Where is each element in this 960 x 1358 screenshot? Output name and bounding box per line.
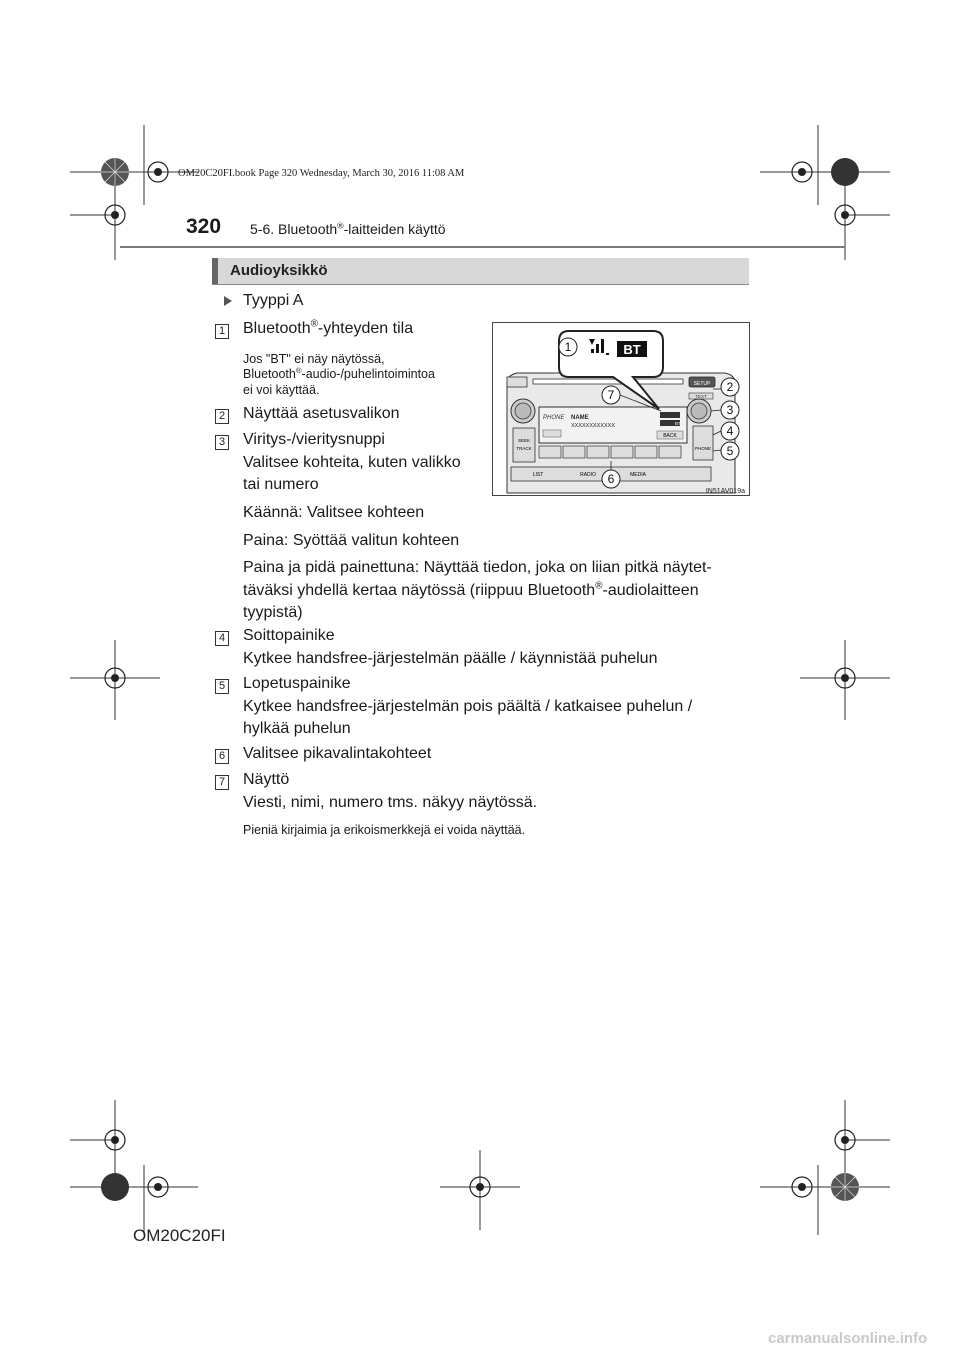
- triangle-bullet-icon: [224, 296, 232, 306]
- setup-button-label: SETUP: [693, 381, 711, 387]
- item-number: 4: [215, 631, 229, 646]
- audio-unit-figure: [492, 322, 750, 496]
- svg-text:MEDIA: MEDIA: [630, 472, 646, 478]
- callout-1: 1: [564, 340, 572, 354]
- svg-text:PHONE: PHONE: [694, 446, 712, 451]
- item-3-hold-1: Paina ja pidä painettuna: Näyttää tiedon, joka on liian pitkä näytet-: [243, 559, 712, 576]
- item-4-title: Soittopainike: [243, 627, 335, 644]
- item-number: 6: [215, 749, 229, 764]
- callout-6: 6: [607, 472, 615, 486]
- item-3-press: Paina: Syöttää valitun kohteen: [243, 532, 460, 549]
- figure-code: IN51AV019a: [705, 488, 745, 495]
- item-number: 7: [215, 775, 229, 790]
- screen-back-label: BACK: [663, 433, 677, 439]
- callout-5: 5: [726, 444, 734, 458]
- screen-number-label: XXXXXXXXXXXX: [571, 423, 616, 429]
- item-5-title: Lopetuspainike: [243, 675, 351, 692]
- item-4-line2: Kytkee handsfree-järjestelmän päälle / käynnistää puhelun: [243, 650, 658, 667]
- item-5-line2: Kytkee handsfree-järjestelmän pois päältä / katkaisee puhelun /: [243, 698, 693, 715]
- item-3-line2: Valitsee kohteita, kuten valikko: [243, 454, 461, 471]
- item-1-title: Bluetooth®-yhteyden tila: [243, 318, 414, 337]
- screen-phone-label: PHONE: [543, 415, 565, 421]
- item-1-note-3: ei voi käyttää.: [243, 383, 320, 397]
- item-number: 3: [215, 435, 229, 450]
- item-7-line2: Viesti, nimi, numero tms. näkyy näytössä.: [243, 794, 538, 811]
- page-number: 320: [186, 215, 222, 238]
- section-heading: Audioyksikkö: [212, 258, 749, 284]
- item-number: 1: [215, 324, 229, 339]
- watermark: carmanualsonline.info: [768, 1330, 928, 1347]
- svg-text:SEEK: SEEK: [517, 438, 531, 443]
- svg-text:BT: BT: [675, 421, 681, 426]
- section-title: 5-6. Bluetooth®-laitteiden käyttö: [250, 220, 446, 237]
- item-3-hold-3: tyypistä): [243, 604, 303, 621]
- svg-text:TRACK: TRACK: [516, 446, 532, 451]
- callout-3: 3: [726, 403, 734, 417]
- item-1-note-1: Jos "BT" ei näy näytössä,: [243, 352, 385, 366]
- footer-code: OM20C20FI: [133, 1226, 226, 1245]
- item-3-line3: tai numero: [243, 476, 319, 493]
- item-7-title: Näyttö: [243, 771, 290, 788]
- item-3-turn: Käännä: Valitsee kohteen: [243, 504, 425, 521]
- screen-name-label: NAME: [571, 415, 589, 421]
- heading-underline: [212, 284, 749, 285]
- item-1-note-2: Bluetooth®-audio-/puhelintoimintoa: [243, 365, 435, 381]
- item-number: 5: [215, 679, 229, 694]
- svg-text:LIST: LIST: [532, 472, 544, 478]
- type-label: Tyyppi A: [243, 292, 304, 309]
- item-3-hold-2: täväksi yhdellä kertaa näytössä (riippuu Bluetooth®-audiolaitteen: [243, 580, 699, 599]
- callout-4: 4: [726, 424, 734, 438]
- svg-text:RADIO: RADIO: [580, 472, 596, 478]
- callout-7: 7: [607, 388, 615, 402]
- item-6-title: Valitsee pikavalintakohteet: [243, 745, 432, 762]
- item-3-title: Viritys-/vieritysnuppi: [243, 431, 385, 448]
- text-button-label: TEXT: [695, 394, 707, 399]
- item-5-line3: hylkää puhelun: [243, 720, 351, 737]
- book-info-line: OM20C20FI.book Page 320 Wednesday, March 30, 2016 11:08 AM: [178, 168, 465, 179]
- item-7-note: Pieniä kirjaimia ja erikoismerkkejä ei voida näyttää.: [243, 823, 526, 837]
- item-number: 2: [215, 409, 229, 424]
- callout-2: 2: [726, 380, 734, 394]
- bt-indicator-icon: BT: [623, 342, 641, 357]
- header-rule: [120, 246, 845, 248]
- item-2-title: Näyttää asetusvalikon: [243, 405, 400, 422]
- audio-unit-illustration: [493, 323, 750, 496]
